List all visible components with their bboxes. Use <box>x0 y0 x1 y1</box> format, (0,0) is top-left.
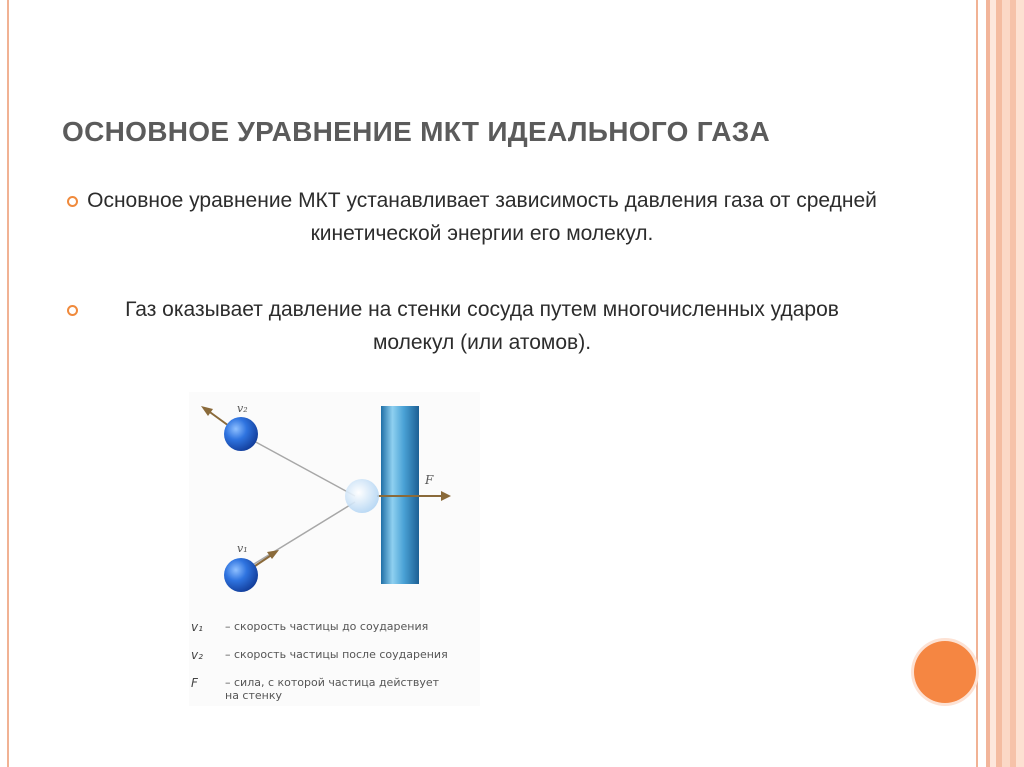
outgoing-path <box>241 434 355 496</box>
bullet-item-2 <box>62 293 882 359</box>
molecule-after <box>224 417 258 451</box>
label-v1: v₁ <box>237 542 248 555</box>
legend-text: – скорость частицы до соударения <box>225 620 429 633</box>
collision-figure <box>189 392 480 706</box>
slide-title: ОСНОВНОЕ УРАВНЕНИЕ МКТ ИДЕАЛЬНОГО ГАЗА <box>62 116 771 147</box>
bullet-text-1: Основное уравнение МКТ устанавливает зависимость давления газа от средней кинетической энергии его молекул. <box>87 189 877 245</box>
molecule-before <box>224 558 258 592</box>
decorative-stripes <box>982 0 1024 767</box>
legend-text: – сила, с которой частица действует <box>225 676 440 689</box>
bullet-text-2: Газ оказывает давление на стенки сосуда путем многочисленных ударов молекул (или атомов). <box>125 298 839 354</box>
collision-diagram <box>189 392 480 622</box>
legend-symbol: F <box>191 676 198 690</box>
incoming-path <box>241 502 355 572</box>
legend-text: на стенку <box>225 689 282 702</box>
label-f: F <box>425 473 434 487</box>
v2-arrow-head <box>201 406 213 416</box>
legend-text: – скорость частицы после соударения <box>225 648 448 661</box>
bullet-item-1 <box>62 184 882 250</box>
molecule-at-wall <box>345 479 379 513</box>
label-v2: v₂ <box>237 402 248 415</box>
orange-circle-decoration <box>914 641 976 703</box>
force-arrow-head <box>441 491 451 501</box>
bullet-dot-icon <box>67 305 78 316</box>
legend-symbol: v₂ <box>191 648 203 662</box>
legend-symbol: v₁ <box>191 620 203 634</box>
bullet-dot-icon <box>67 196 78 207</box>
